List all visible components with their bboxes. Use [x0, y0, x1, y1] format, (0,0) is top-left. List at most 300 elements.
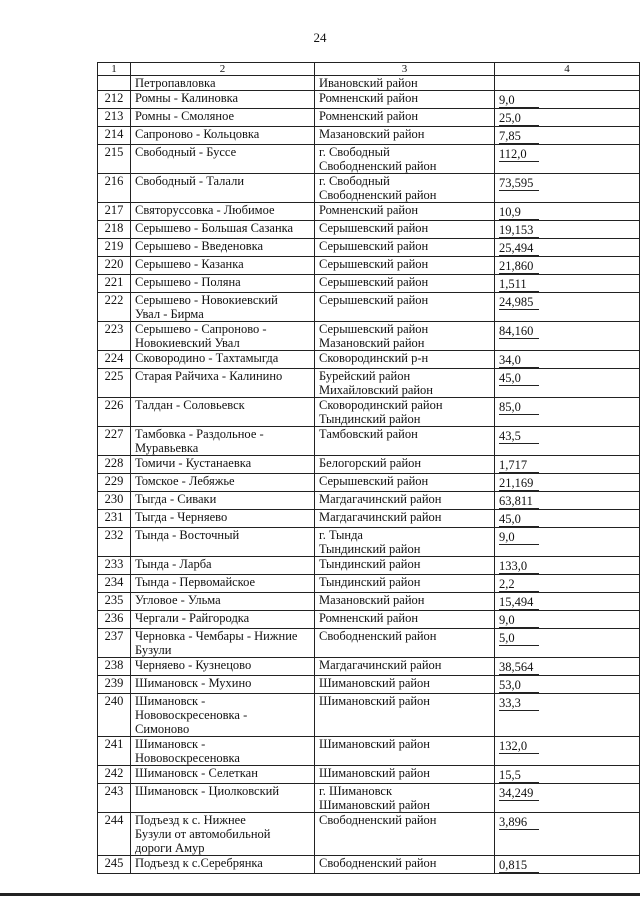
road-length-value: 38,564: [499, 660, 539, 675]
table-row: [98, 91, 640, 109]
district-line: г. Шимановск: [319, 784, 393, 798]
district: [315, 76, 495, 91]
table-row: [98, 174, 640, 203]
district-line: Мазановский район: [319, 593, 425, 607]
district: [315, 257, 495, 275]
table-row: [98, 784, 640, 813]
column-header-road-name: 2: [131, 63, 315, 76]
district: [315, 629, 495, 658]
road-name-line: Серышево - Поляна: [135, 275, 241, 289]
road-length: [495, 91, 640, 109]
road-name-line: Шимановск -: [135, 737, 206, 751]
road-length: [495, 784, 640, 813]
table-row: [98, 351, 640, 369]
row-number: 223: [98, 322, 131, 351]
district-line: г. Свободный: [319, 174, 390, 188]
row-number: 228: [98, 456, 131, 474]
header-row: [98, 63, 640, 76]
road-name: [131, 694, 315, 737]
road-length-value: 2,2: [499, 577, 539, 592]
district: [315, 676, 495, 694]
district: [315, 528, 495, 557]
road-name-line: Черновка - Чембары - Нижние: [135, 629, 298, 643]
road-length: [495, 109, 640, 127]
road-length: [495, 766, 640, 784]
row-number: 227: [98, 427, 131, 456]
road-length: [495, 593, 640, 611]
district-line: Шимановский район: [319, 766, 430, 780]
table-row: [98, 593, 640, 611]
road-length: [495, 629, 640, 658]
row-number: 229: [98, 474, 131, 492]
table-row: [98, 221, 640, 239]
road-name: [131, 109, 315, 127]
row-number: 218: [98, 221, 131, 239]
table-row: [98, 510, 640, 528]
row-number: 213: [98, 109, 131, 127]
district-line: Магдагачинский район: [319, 658, 442, 672]
road-name-line: Серышево - Новокиевский: [135, 293, 278, 307]
road-name-line: Серышево - Большая Сазанка: [135, 221, 294, 235]
road-name-line: Серышево - Введеновка: [135, 239, 264, 253]
table-row: [98, 658, 640, 676]
road-length-value: 19,153: [499, 223, 539, 238]
road-name: [131, 575, 315, 593]
row-number: 234: [98, 575, 131, 593]
road-name: [131, 322, 315, 351]
district-line: Шимановский район: [319, 694, 430, 708]
road-length: [495, 145, 640, 174]
district: [315, 575, 495, 593]
road-name: [131, 275, 315, 293]
row-number: 239: [98, 676, 131, 694]
district: [315, 221, 495, 239]
district-line: Серышевский район: [319, 474, 429, 488]
district: [315, 109, 495, 127]
district-line: Михайловский район: [319, 383, 433, 397]
road-name: [131, 557, 315, 575]
road-name-line: Тында - Первомайское: [135, 575, 256, 589]
road-name: [131, 474, 315, 492]
row-number: 236: [98, 611, 131, 629]
row-number: 232: [98, 528, 131, 557]
district: [315, 369, 495, 398]
road-length: [495, 694, 640, 737]
road-name-line: Муравьевка: [135, 441, 199, 455]
table-row: [98, 293, 640, 322]
district: [315, 474, 495, 492]
road-name-line: Увал - Бирма: [135, 307, 204, 321]
road-length: [495, 575, 640, 593]
road-name-line: Симоново: [135, 722, 190, 736]
district-line: Ромненский район: [319, 611, 419, 625]
road-name: [131, 629, 315, 658]
road-name: [131, 293, 315, 322]
table-row: [98, 557, 640, 575]
column-header-number: 1: [98, 63, 131, 76]
road-length-value: 1,511: [499, 277, 539, 292]
road-name: [131, 427, 315, 456]
district: [315, 145, 495, 174]
road-name-line: Черняево - Кузнецово: [135, 658, 252, 672]
road-length-value: 21,169: [499, 476, 539, 491]
road-name-line: Томичи - Кустанаевка: [135, 456, 252, 470]
district-line: Свободненский район: [319, 629, 437, 643]
district-line: Мазановский район: [319, 127, 425, 141]
road-length-value: 43,5: [499, 429, 539, 444]
district: [315, 694, 495, 737]
road-length: [495, 351, 640, 369]
road-name: [131, 737, 315, 766]
road-length: [495, 174, 640, 203]
road-name-line: Подъезд к с.Серебрянка: [135, 856, 263, 870]
row-number: 230: [98, 492, 131, 510]
road-length: [495, 474, 640, 492]
road-name-line: Шимановск -: [135, 694, 206, 708]
table-row: [98, 275, 640, 293]
table-row: [98, 694, 640, 737]
road-length-value: 9,0: [499, 93, 539, 108]
district: [315, 856, 495, 874]
table-row: [98, 611, 640, 629]
road-length: [495, 275, 640, 293]
table-row: [98, 322, 640, 351]
row-number: 215: [98, 145, 131, 174]
road-length: [495, 257, 640, 275]
row-number: 243: [98, 784, 131, 813]
road-length: [495, 427, 640, 456]
road-length-value: 25,494: [499, 241, 539, 256]
table-row: [98, 629, 640, 658]
road-length: [495, 813, 640, 856]
table-row: [98, 369, 640, 398]
road-length: [495, 76, 640, 91]
district-line: Свободненский район: [319, 856, 437, 870]
road-length-value: 112,0: [499, 147, 539, 162]
district-line: Ромненский район: [319, 91, 419, 105]
road-length: [495, 737, 640, 766]
road-name-line: Угловое - Ульма: [135, 593, 221, 607]
road-name: [131, 766, 315, 784]
road-length: [495, 676, 640, 694]
table-row: [98, 676, 640, 694]
road-length: [495, 658, 640, 676]
row-number: 238: [98, 658, 131, 676]
district-line: Свободненский район: [319, 813, 437, 827]
road-length-value: 1,717: [499, 458, 539, 473]
road-name-line: Подъезд к с. Нижнее: [135, 813, 246, 827]
road-name: [131, 593, 315, 611]
road-name: [131, 174, 315, 203]
district-line: Белогорский район: [319, 456, 422, 470]
page-number: 24: [313, 30, 327, 45]
road-name: [131, 611, 315, 629]
district-line: Серышевский район: [319, 293, 429, 307]
district-line: Магдагачинский район: [319, 492, 442, 506]
road-length-value: 25,0: [499, 111, 539, 126]
district: [315, 239, 495, 257]
road-name-line: Тында - Восточный: [135, 528, 240, 542]
road-name-line: Святоруссовка - Любимое: [135, 203, 275, 217]
road-name-line: Тында - Ларба: [135, 557, 212, 571]
district-line: Мазановский район: [319, 336, 425, 350]
roads-table: [97, 62, 640, 874]
district-line: Серышевский район: [319, 322, 429, 336]
road-name-line: Нововоскресеновка: [135, 751, 240, 765]
road-length: [495, 239, 640, 257]
district: [315, 203, 495, 221]
row-number: 235: [98, 593, 131, 611]
road-name-line: Шимановск - Селеткан: [135, 766, 258, 780]
road-length-value: 15,5: [499, 768, 539, 783]
road-length: [495, 492, 640, 510]
district: [315, 174, 495, 203]
road-length-value: 73,595: [499, 176, 539, 191]
road-name: [131, 658, 315, 676]
road-length-value: 84,160: [499, 324, 539, 339]
road-length-value: 45,0: [499, 371, 539, 386]
district-line: Тындинский район: [319, 575, 421, 589]
road-name-line: Ромны - Калиновка: [135, 91, 239, 105]
district: [315, 658, 495, 676]
road-name-line: Шимановск - Циолковский: [135, 784, 280, 798]
road-name: [131, 203, 315, 221]
road-name: [131, 456, 315, 474]
road-name: [131, 239, 315, 257]
road-name: [131, 127, 315, 145]
scan-edge-rule: [0, 893, 640, 896]
district-line: Тамбовский район: [319, 427, 418, 441]
row-number: 212: [98, 91, 131, 109]
district-line: Ромненский район: [319, 203, 419, 217]
row-number: 231: [98, 510, 131, 528]
district-line: Шимановский район: [319, 798, 430, 812]
district: [315, 398, 495, 427]
district-line: Свободненский район: [319, 159, 437, 173]
district: [315, 322, 495, 351]
row-number: 220: [98, 257, 131, 275]
road-name: [131, 510, 315, 528]
road-name: [131, 856, 315, 874]
road-name-line: Сковородино - Тахтамыгда: [135, 351, 279, 365]
district-line: Бурейский район: [319, 369, 411, 383]
district-line: г. Свободный: [319, 145, 390, 159]
table-row: [98, 737, 640, 766]
road-length: [495, 127, 640, 145]
road-length-value: 0,815: [499, 858, 539, 873]
road-name: [131, 76, 315, 91]
road-name-line: Серышево - Сапроново -: [135, 322, 267, 336]
district: [315, 766, 495, 784]
district-line: Ивановский район: [319, 76, 418, 90]
district: [315, 784, 495, 813]
district-line: Свободненский район: [319, 188, 437, 202]
district: [315, 510, 495, 528]
table-row: [98, 528, 640, 557]
road-length: [495, 557, 640, 575]
road-name-line: Тыгда - Сиваки: [135, 492, 217, 506]
district: [315, 91, 495, 109]
road-name-line: Бузули: [135, 643, 172, 657]
road-name: [131, 492, 315, 510]
row-number: 225: [98, 369, 131, 398]
table-row: [98, 575, 640, 593]
road-length-value: 133,0: [499, 559, 539, 574]
column-header-district: 3: [315, 63, 495, 76]
district: [315, 456, 495, 474]
road-name: [131, 528, 315, 557]
district-line: г. Тында: [319, 528, 363, 542]
district-line: Серышевский район: [319, 275, 429, 289]
road-length-value: 3,896: [499, 815, 539, 830]
row-number: 214: [98, 127, 131, 145]
road-length-value: 63,811: [499, 494, 539, 509]
road-name-line: Новокиевский Увал: [135, 336, 240, 350]
table-row: [98, 145, 640, 174]
road-length: [495, 221, 640, 239]
road-length-value: 5,0: [499, 631, 539, 646]
road-name-line: Нововоскресеновка -: [135, 708, 248, 722]
road-length-value: 45,0: [499, 512, 539, 527]
road-length-value: 132,0: [499, 739, 539, 754]
road-length: [495, 510, 640, 528]
road-length: [495, 856, 640, 874]
row-number: 219: [98, 239, 131, 257]
table-body: [98, 76, 640, 874]
road-name: [131, 398, 315, 427]
road-length-value: 24,985: [499, 295, 539, 310]
district-line: Сковородинский р-н: [319, 351, 429, 365]
table-row: [98, 239, 640, 257]
road-length: [495, 293, 640, 322]
row-number: 221: [98, 275, 131, 293]
row-number: 244: [98, 813, 131, 856]
road-length-value: 21,860: [499, 259, 539, 274]
road-length: [495, 611, 640, 629]
table-row: [98, 76, 640, 91]
road-name: [131, 676, 315, 694]
district-line: Серышевский район: [319, 221, 429, 235]
road-length-value: 34,249: [499, 786, 539, 801]
road-name-line: Старая Райчиха - Калинино: [135, 369, 283, 383]
road-name-line: Свободный - Буссе: [135, 145, 237, 159]
road-name: [131, 351, 315, 369]
district-line: Серышевский район: [319, 257, 429, 271]
table-row: [98, 398, 640, 427]
road-length-value: 34,0: [499, 353, 539, 368]
district: [315, 557, 495, 575]
district-line: Ромненский район: [319, 109, 419, 123]
road-length: [495, 369, 640, 398]
table-row: [98, 492, 640, 510]
row-number: 241: [98, 737, 131, 766]
row-number: 224: [98, 351, 131, 369]
road-length: [495, 398, 640, 427]
table-row: [98, 813, 640, 856]
table-row: [98, 474, 640, 492]
district: [315, 813, 495, 856]
road-name: [131, 813, 315, 856]
row-number: 216: [98, 174, 131, 203]
district-line: Тындинский район: [319, 412, 421, 426]
row-number: 240: [98, 694, 131, 737]
road-name-line: Талдан - Соловьевск: [135, 398, 245, 412]
road-name: [131, 369, 315, 398]
road-name-line: Петропавловка: [135, 76, 216, 90]
district: [315, 593, 495, 611]
district: [315, 351, 495, 369]
road-length-value: 7,85: [499, 129, 539, 144]
district: [315, 275, 495, 293]
road-name-line: Сапроново - Кольцовка: [135, 127, 260, 141]
table-row: [98, 427, 640, 456]
district-line: Шимановский район: [319, 676, 430, 690]
road-length: [495, 203, 640, 221]
road-name-line: Серышево - Казанка: [135, 257, 244, 271]
road-name-line: Чергали - Райгородка: [135, 611, 250, 625]
district: [315, 492, 495, 510]
road-length-value: 33,3: [499, 696, 539, 711]
district: [315, 737, 495, 766]
road-length: [495, 456, 640, 474]
table-row: [98, 766, 640, 784]
district-line: Магдагачинский район: [319, 510, 442, 524]
table-row: [98, 856, 640, 874]
road-name-line: Тамбовка - Раздольное -: [135, 427, 264, 441]
road-length-value: 9,0: [499, 613, 539, 628]
road-length-value: 53,0: [499, 678, 539, 693]
row-number: 237: [98, 629, 131, 658]
table-row: [98, 109, 640, 127]
road-name: [131, 91, 315, 109]
column-header-length: 4: [495, 63, 640, 76]
district-line: Шимановский район: [319, 737, 430, 751]
district-line: Сковородинский район: [319, 398, 443, 412]
district: [315, 127, 495, 145]
road-length-value: 85,0: [499, 400, 539, 415]
road-name: [131, 221, 315, 239]
road-name-line: Томское - Лебяжье: [135, 474, 235, 488]
road-name-line: Ромны - Смоляное: [135, 109, 235, 123]
road-name: [131, 784, 315, 813]
table-row: [98, 257, 640, 275]
district: [315, 293, 495, 322]
district-line: Серышевский район: [319, 239, 429, 253]
road-length-value: 9,0: [499, 530, 539, 545]
row-number: 226: [98, 398, 131, 427]
district: [315, 611, 495, 629]
table-row: [98, 127, 640, 145]
row-number: 217: [98, 203, 131, 221]
row-number: 245: [98, 856, 131, 874]
district-line: Тындинский район: [319, 542, 421, 556]
road-name-line: Свободный - Талали: [135, 174, 245, 188]
row-number: 233: [98, 557, 131, 575]
road-name-line: дороги Амур: [135, 841, 205, 855]
road-name: [131, 257, 315, 275]
table-row: [98, 203, 640, 221]
road-name: [131, 145, 315, 174]
row-number: 222: [98, 293, 131, 322]
road-length: [495, 528, 640, 557]
road-name-line: Тыгда - Черняево: [135, 510, 228, 524]
district: [315, 427, 495, 456]
road-length-value: 15,494: [499, 595, 539, 610]
road-length-value: 10,9: [499, 205, 539, 220]
row-number: 242: [98, 766, 131, 784]
road-length: [495, 322, 640, 351]
road-name-line: Шимановск - Мухино: [135, 676, 252, 690]
